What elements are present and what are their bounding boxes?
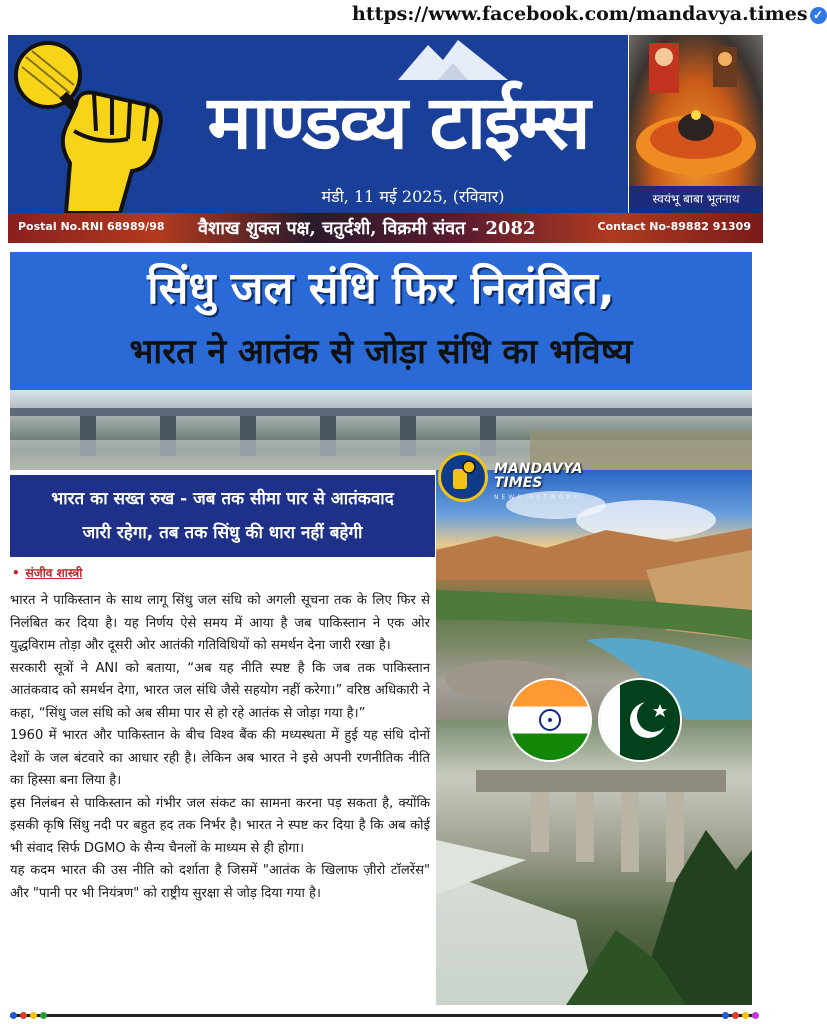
facebook-url-text[interactable]: https://www.facebook.com/mandavya.times: [352, 3, 808, 25]
dateline: मंडी, 11 मई 2025, (रविवार): [321, 187, 505, 206]
deity-caption: स्वयंभू बाबा भूतनाथ: [629, 186, 763, 213]
facebook-url[interactable]: [348, 0, 824, 30]
article-body: [10, 590, 430, 905]
bottom-rule: [10, 1014, 758, 1017]
river-valley-photo: [436, 470, 752, 720]
news-network-name-1: MANDAVYA: [494, 461, 583, 477]
news-network-name-2: TIMES: [494, 475, 543, 491]
decor-dot-icon: [30, 1012, 37, 1019]
news-network-name: [494, 462, 582, 490]
verified-check-icon: ✓: [810, 7, 827, 24]
dam-banner-photo: [10, 390, 752, 470]
pakistan-flag-icon: [600, 680, 680, 760]
brand-title: माण्डव्य टाईम्स: [207, 80, 589, 166]
info-strip: [8, 213, 763, 243]
article-paragraph: 1960 में भारत और पाकिस्तान के बीच विश्व बैंक की मध्यस्थता में हुई यह संधि दोनों देशों के जल बंटवारे का आधार रही है। लेकिन अब भारत ने इसे अपनी रणनीतिक नीति का हिस्सा बना लिया है।: [10, 728, 430, 788]
headline-box: [10, 252, 752, 392]
decor-dot-icon: [20, 1012, 27, 1019]
decor-dot-icon: [732, 1012, 739, 1019]
article-paragraph: भारत ने पाकिस्तान के साथ लागू सिंधु जल संधि को अगली सूचना तक के लिए फिर से निलंबित कर दिया है। यह निर्णय ऐसे समय में आया है जब पाकिस्तान ने एक ओर युद्धविराम तोड़ा और दूसरी ओर आतंकी गतिविधियों को समर्थन देना जारी रखा है।: [10, 593, 430, 653]
mountain-house-icon: [398, 35, 508, 80]
subheadline: [10, 475, 435, 557]
news-network-sub: NEWS NETWORK: [494, 494, 581, 501]
contact-number: Contact No-89882 91309: [597, 220, 751, 233]
barrage-illustration-icon: [10, 390, 752, 470]
dam-spillway-photo: [436, 720, 752, 1005]
article-paragraph: इस निलंबन से पाकिस्तान को गंभीर जल संकट का सामना करना पड़ सकता है, क्योंकि इसकी कृषि सिंधु नदी पर बहुत हद तक निर्भर है। भारत ने स्पष्ट कर दिया है कि अब कोई भी संवाद सिर्फ DGMO के सैन्य चैनलों के माध्यम से ही होगा।: [10, 795, 430, 856]
headline-line-1: सिंधु जल संधि फिर निलंबित,: [147, 263, 615, 314]
decor-dot-icon: [722, 1012, 729, 1019]
postal-number: Postal No.RNI 68989/98: [18, 220, 165, 233]
india-flag-icon: [510, 680, 590, 760]
masthead: [8, 35, 628, 213]
decor-dot-icon: [752, 1012, 759, 1019]
decor-dot-icon: [10, 1012, 17, 1019]
subhead-line-1: भारत का सख्त रुख - जब तक सीमा पार से आतंकवाद: [51, 489, 394, 509]
decor-dot-icon: [40, 1012, 47, 1019]
author-byline: [12, 564, 82, 581]
decor-dot-icon: [742, 1012, 749, 1019]
microphone-fist-logo-icon: [8, 35, 168, 213]
tithi-line: वैशाख शुक्ल पक्ष, चतुर्दशी, विक्रमी संवत - 2082: [198, 218, 536, 239]
article-paragraph: यह कदम भारत की उस नीति को दर्शाता है जिसमें "आतंक के खिलाफ ज़ीरो टॉलरेंस" और "पानी पर भी नियंत्रण" को राष्ट्रीय सुरक्षा से जोड़ दिया गया है।: [10, 863, 430, 901]
author-name: संजीव शास्त्री: [25, 566, 83, 580]
dam-spillway-illustration-icon: [436, 720, 752, 1005]
news-network-logo-icon: [438, 452, 488, 502]
river-valley-illustration-icon: [436, 470, 752, 720]
subhead-line-2: जारी रहेगा, तब तक सिंधु की धारा नहीं बहेगी: [82, 523, 363, 543]
article-paragraph: सरकारी सूत्रों ने ANI को बताया, “अब यह नीति स्पष्ट है कि जब तक पाकिस्तान आतंकवाद को समर्थन देगा, भारत जल संधि जैसे सहयोग नहीं करेगा।” वरिष्ठ अधिकारी ने कहा, “सिंधु जल संधि को अब सीमा पार से हो रहे आतंक से जोड़ा गया है।”: [10, 660, 430, 721]
headline-line-2: भारत ने आतंक से जोड़ा संधि का भविष्य: [129, 332, 633, 372]
